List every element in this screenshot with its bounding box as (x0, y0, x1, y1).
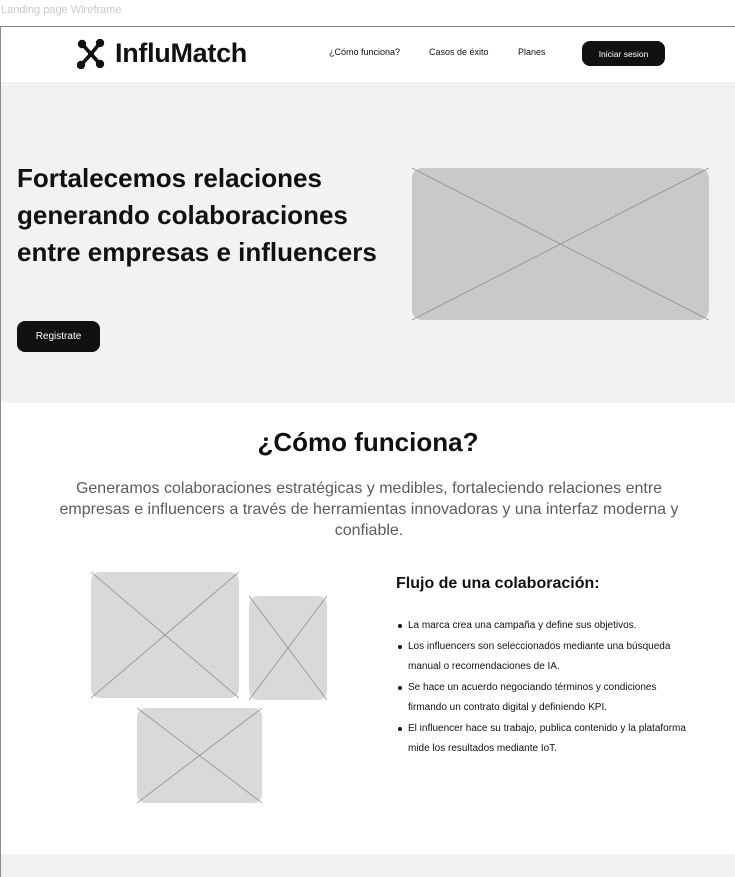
nav-link-casos-de-exito[interactable]: Casos de éxito (429, 47, 489, 57)
image-placeholder-small (249, 596, 327, 700)
hero-image-placeholder (412, 168, 709, 320)
nav-link-como-funciona[interactable]: ¿Cómo funciona? (329, 47, 401, 57)
flow-step: Se hace un acuerdo negociando términos y condiciones firmando un contrato digital y definiendo KPI. (397, 678, 697, 719)
how-it-works-description: Generamos colaboraciones estratégicas y medibles, fortaleciendo relaciones entre empresas e influencers a través de herramientas innovadoras y una interfaz moderna y confiable. (59, 480, 679, 539)
register-button[interactable]: Registrate (17, 321, 100, 352)
flow-step: Los influencers son seleccionados mediante una búsqueda manual o recomendaciones de IA. (397, 637, 697, 678)
login-button[interactable]: Iniciar sesion (582, 41, 665, 66)
nav-link-planes[interactable]: Planes (518, 47, 546, 57)
canvas-label: Landing page Wireframe (1, 4, 122, 16)
how-it-works-title: ¿Cómo funciona? (257, 427, 479, 457)
network-nodes-icon (77, 39, 105, 69)
flow-steps-list (397, 616, 697, 760)
brand-name: InfluMatch (115, 38, 247, 68)
hero-section (1, 82, 735, 403)
brand-logo[interactable] (77, 38, 247, 69)
next-section-band (1, 854, 735, 877)
landing-page-frame (0, 26, 735, 877)
flow-step: La marca crea una campaña y define sus objetivos. (397, 616, 697, 637)
flow-title: Flujo de una colaboración: (396, 575, 600, 592)
top-navigation (1, 27, 735, 82)
flow-step: El influencer hace su trabajo, publica contenido y la plataforma mide los resultados mediante IoT. (397, 719, 697, 760)
image-placeholder-medium (137, 708, 262, 803)
hero-title: Fortalecemos relaciones generando colaboraciones entre empresas e influencers (17, 163, 377, 267)
image-placeholder-large (91, 572, 239, 698)
